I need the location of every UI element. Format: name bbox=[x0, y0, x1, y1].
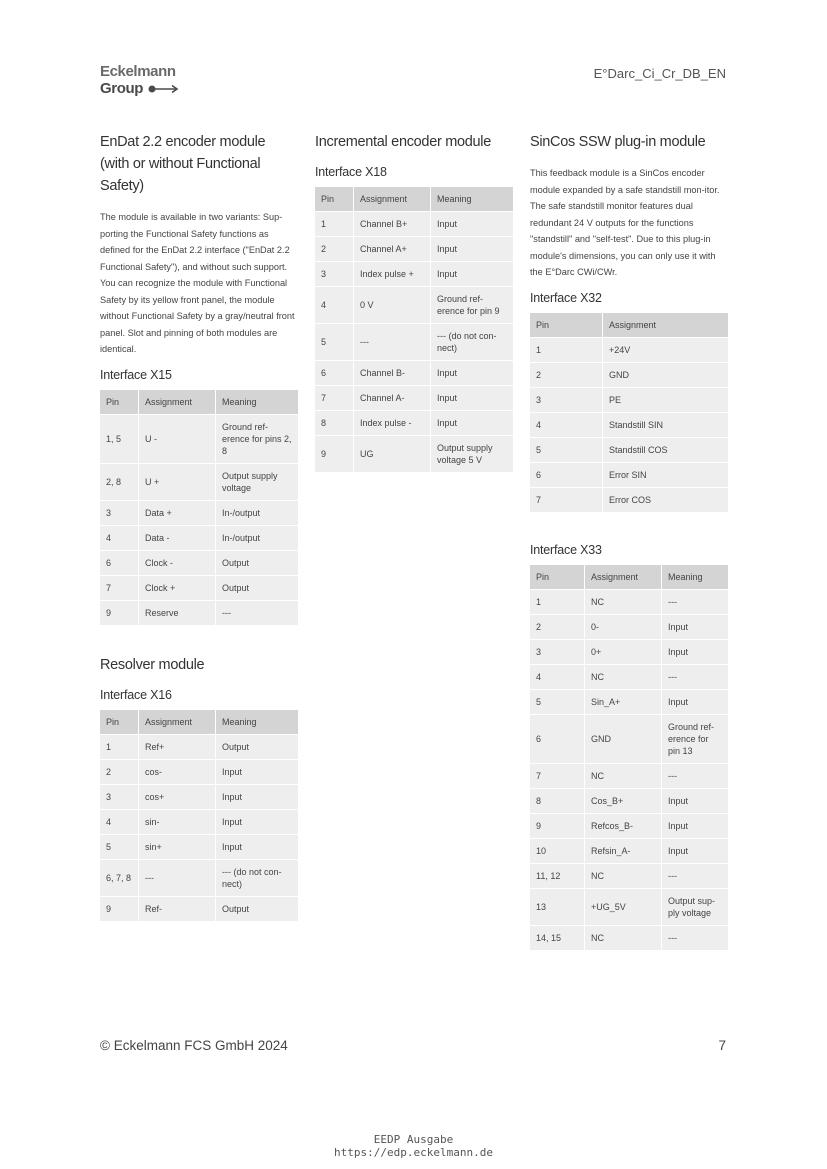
column-middle bbox=[315, 131, 513, 473]
header-pin: Pin bbox=[530, 313, 602, 337]
header-pin: Pin bbox=[530, 565, 584, 589]
header-pin: Pin bbox=[100, 390, 138, 414]
table-x18 bbox=[315, 186, 513, 473]
table-row: 5 --- --- (do not con-nect) bbox=[315, 324, 513, 360]
table-row: 7 Channel A- Input bbox=[315, 386, 513, 410]
table-row: 2 Channel A+ Input bbox=[315, 237, 513, 261]
table-row: 6 Clock - Output bbox=[100, 551, 298, 575]
table-x15 bbox=[100, 389, 298, 626]
copyright: © Eckelmann FCS GmbH 2024 bbox=[100, 1038, 288, 1053]
interface-x33-heading: Interface X33 bbox=[530, 542, 602, 557]
table-x32 bbox=[530, 312, 728, 513]
table-row: 11, 12 NC --- bbox=[530, 864, 728, 888]
header-assignment: Assignment bbox=[602, 313, 728, 337]
table-row: 3 cos+ Input bbox=[100, 785, 298, 809]
column-left bbox=[100, 131, 298, 922]
page-number: 7 bbox=[718, 1038, 726, 1053]
table-row: 5 Sin_A+ Input bbox=[530, 690, 728, 714]
interface-x18-heading: Interface X18 bbox=[315, 165, 387, 179]
header-meaning: Meaning bbox=[661, 565, 728, 589]
table-row: 2, 8 U + Output supply voltage bbox=[100, 464, 298, 500]
table-row: 3 PE bbox=[530, 388, 728, 412]
header-meaning: Meaning bbox=[215, 710, 298, 734]
edition-stamp bbox=[0, 1133, 827, 1159]
table-row: 7 Error COS bbox=[530, 488, 728, 512]
resolver-title: Resolver module bbox=[100, 656, 205, 673]
table-row: 1 Channel B+ Input bbox=[315, 212, 513, 236]
interface-x16-heading: Interface X16 bbox=[100, 687, 172, 702]
stamp-line1: EEDP Ausgabe bbox=[373, 1133, 454, 1146]
company-logo bbox=[100, 64, 180, 96]
stamp-url[interactable]: https://edp.eckelmann.de bbox=[334, 1146, 493, 1159]
header-assignment: Assignment bbox=[138, 710, 215, 734]
sincos-description: This feedback module is a SinCos encoder module expanded by a safe standstill mon-itor. The safe standstill monitor features dual redundant 24 V outputs for the functions "standstill" and "self-test". Due to this plug-in module's dimensions, you can only use it with the E°Darc CWi/CWr. bbox=[530, 168, 720, 277]
table-row: 13 +UG_5V Output sup-ply voltage bbox=[530, 889, 728, 925]
logo-line2: Group bbox=[100, 80, 143, 97]
table-row: 4 Standstill SIN bbox=[530, 413, 728, 437]
interface-x32-heading: Interface X32 bbox=[530, 290, 602, 305]
header-pin: Pin bbox=[100, 710, 138, 734]
header-assignment: Assignment bbox=[138, 390, 215, 414]
page-footer bbox=[100, 1038, 726, 1053]
table-row: 4 Data - In-/output bbox=[100, 526, 298, 550]
table-row: 5 sin+ Input bbox=[100, 835, 298, 859]
table-row: 2 cos- Input bbox=[100, 760, 298, 784]
logo-arrow-icon bbox=[148, 84, 180, 94]
header-assignment: Assignment bbox=[584, 565, 661, 589]
table-row: 4 0 V Ground ref-erence for pin 9 bbox=[315, 287, 513, 323]
endat-description: The module is available in two variants: Sup-porting the Functional Safety functions as defined for the EnDat 2.2 interface ("EnDat 2.2 Functional Safety"), and without such support. You can recognize the module with Functional Safety by its yellow front panel, the module without Functional Safety by a gray/neutral front panel. Slot and pinning of both modules are identical. bbox=[100, 212, 295, 354]
interface-x15-heading: Interface X15 bbox=[100, 367, 172, 382]
table-row: 10 Refsin_A- Input bbox=[530, 839, 728, 863]
table-row: 4 sin- Input bbox=[100, 810, 298, 834]
table-row: 6 Channel B- Input bbox=[315, 361, 513, 385]
table-row: 9 Ref- Output bbox=[100, 897, 298, 921]
column-right bbox=[530, 131, 728, 951]
table-x16 bbox=[100, 709, 298, 922]
table-row: 1 Ref+ Output bbox=[100, 735, 298, 759]
logo-line1: Eckelmann bbox=[100, 63, 176, 80]
sincos-title: SinCos SSW plug-in module bbox=[530, 134, 706, 150]
table-row: 1 +24V bbox=[530, 338, 728, 362]
header-meaning: Meaning bbox=[430, 187, 513, 211]
table-row: 3 0+ Input bbox=[530, 640, 728, 664]
header-pin: Pin bbox=[315, 187, 353, 211]
table-row: 3 Index pulse + Input bbox=[315, 262, 513, 286]
table-x33 bbox=[530, 564, 728, 951]
table-row: 1 NC --- bbox=[530, 590, 728, 614]
table-row: 7 NC --- bbox=[530, 764, 728, 788]
table-row: 2 0- Input bbox=[530, 615, 728, 639]
table-row: 6 GND Ground ref-erence for pin 13 bbox=[530, 715, 728, 763]
table-row: 8 Index pulse - Input bbox=[315, 411, 513, 435]
header-meaning: Meaning bbox=[215, 390, 298, 414]
document-id: E°Darc_Ci_Cr_DB_EN bbox=[593, 66, 726, 81]
table-row: 8 Cos_B+ Input bbox=[530, 789, 728, 813]
table-row: 1, 5 U - Ground ref-erence for pins 2, 8 bbox=[100, 415, 298, 463]
table-row: 9 UG Output supply voltage 5 V bbox=[315, 436, 513, 472]
table-row: 9 Refcos_B- Input bbox=[530, 814, 728, 838]
table-row: 9 Reserve --- bbox=[100, 601, 298, 625]
table-row: 6, 7, 8 --- --- (do not con-nect) bbox=[100, 860, 298, 896]
endat-title: EnDat 2.2 encoder module (with or without Functional Safety) bbox=[100, 134, 266, 194]
table-row: 14, 15 NC --- bbox=[530, 926, 728, 950]
table-row: 4 NC --- bbox=[530, 665, 728, 689]
incremental-title: Incremental encoder module bbox=[315, 134, 491, 150]
table-row: 6 Error SIN bbox=[530, 463, 728, 487]
table-row: 5 Standstill COS bbox=[530, 438, 728, 462]
header-assignment: Assignment bbox=[353, 187, 430, 211]
table-row: 7 Clock + Output bbox=[100, 576, 298, 600]
table-row: 3 Data + In-/output bbox=[100, 501, 298, 525]
table-row: 2 GND bbox=[530, 363, 728, 387]
